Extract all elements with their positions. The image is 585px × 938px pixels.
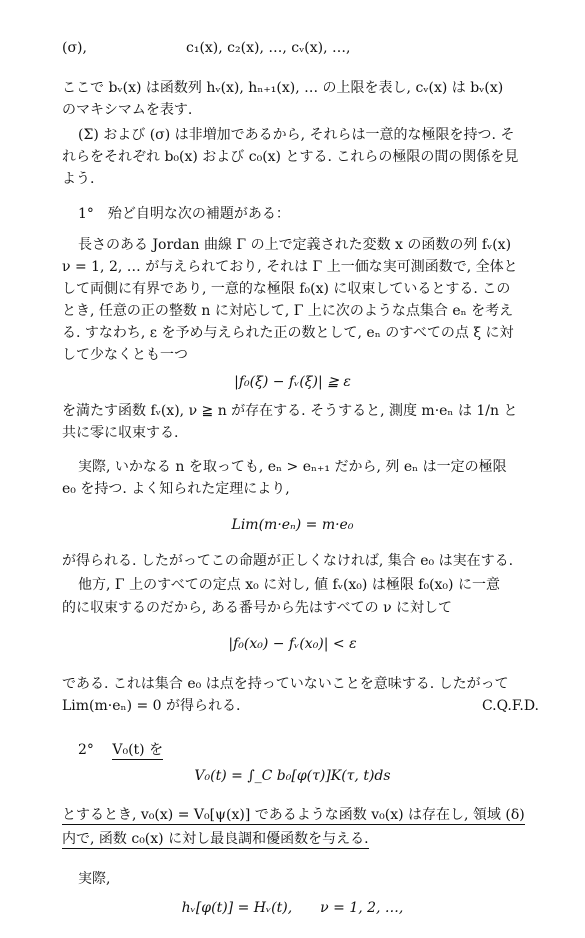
text-line: 共に零に収束する. [62,425,179,441]
qed-mark: C.Q.F.D. [481,698,539,714]
text-line: とき, 任意の正の整数 n に対応して, Γ 上に次のような点集合 eₙ を考え [62,303,514,319]
theorem-number: 2° [78,742,94,758]
theorem-line [62,805,539,825]
theorem-2-heading [78,740,539,760]
text-line: して両側に有界であり, 一意的な極限 f₀(x) に収束しているとする. この [62,281,511,297]
qed-line [62,696,539,716]
text-line: 他方, Γ 上のすべての定点 x₀ に対し, 値 fᵥ(x₀) は極限 f₀(x₀) に一意 [78,577,500,593]
formula-2: Lim(m·eₙ) = m·e₀ [231,517,354,533]
text-line: して少なくとも一つ [62,347,188,363]
text-line: e₀ を持つ. よく知られた定理により, [62,481,290,497]
theorem-text: とするとき, v₀(x) = V₀[ψ(x)] であるような函数 v₀(x) は存在し, 領域 (δ) [62,807,525,823]
theorem-text: 内で, 函数 c₀(x) に対し最良調和優函数を与える. [62,831,369,847]
theorem-line [62,829,539,849]
text-line: (Σ) および (σ) は非増加であるから, それらは一意的な極限を持つ. そ [78,127,515,143]
text-line: 実際, [78,871,111,887]
formula-4: V₀(t) = ∫_C b₀[φ(τ)]K(τ, t)ds [194,768,391,784]
text-line: である. これは集合 e₀ は点を持っていないことを意味する. したがって [62,676,509,692]
theorem-2-intro: V₀(t) を [112,742,164,758]
text-line: ν = 1, 2, … が与えられており, それは Γ 上一価な実可測函数で, 全体と [62,259,518,275]
text-line: を満たす函数 fᵥ(x), ν ≧ n が存在する. そうすると, 測度 m·eₙ は 1/n と [62,403,518,419]
lemma-heading: 1° 殆ど自明な次の補題がある： [78,206,290,222]
text-line: る. すなわち, ε を予め与えられた正の数として, eₙ のすべての点 ξ に対 [62,325,514,341]
limit-result: Lim(m·eₙ) = 0 が得られる. [62,698,241,714]
formula-5: hᵥ[φ(t)] = Hᵥ(t), ν = 1, 2, …, [181,900,404,916]
sequence-line [62,38,539,58]
text-line: のマキシマムを表す. [62,102,193,118]
text-line: が得られる. したがってこの命題が正しくなければ, 集合 e₀ は実在する. [62,553,514,569]
text-line: れらをそれぞれ b₀(x) および c₀(x) とする. これらの極限の間の関係を見 [62,149,519,165]
text-line: ここで bᵥ(x) は函数列 hᵥ(x), hₙ₊₁(x), … の上限を表し, cᵥ(x) は bᵥ(x) [62,80,504,96]
sequence-c: c₁(x), c₂(x), …, cᵥ(x), …, [186,40,351,56]
text-line: 実際, いかなる n を取っても, eₙ > eₙ₊₁ だから, 列 eₙ は一定の極限 [78,459,507,475]
text-line: 長さのある Jordan 曲線 Γ の上で定義された変数 x の函数の列 fᵥ(x) [78,237,512,253]
text-line: 的に収束するのだから, ある番号から先はすべての ν に対して [62,600,453,616]
sigma-label: (σ), [62,40,87,56]
formula-3: |f₀(x₀) − fᵥ(x₀)| < ε [228,636,357,652]
formula-1: |f₀(ξ) − fᵥ(ξ)| ≧ ε [234,374,351,390]
text-line: よう. [62,171,95,187]
